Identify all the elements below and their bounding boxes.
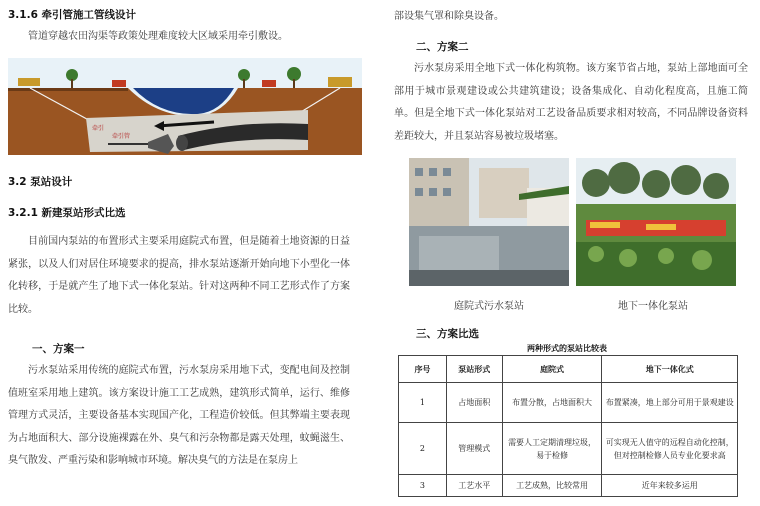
illustration-label-2: 牵引管 (112, 133, 131, 140)
table-cell: 占地面积 (446, 383, 502, 423)
paragraph-continued: 部设集气罩和除臭设备。 (394, 11, 504, 22)
table-row (399, 475, 738, 497)
underground-pump-station-photo (576, 158, 736, 286)
table-header-cell: 地下一体化式 (602, 356, 738, 383)
heading-plan-3: 三、方案比选 (416, 328, 479, 340)
table-row (399, 423, 738, 475)
paragraph-3-2-1: 目前国内泵站的布置形式主要采用庭院式布置，但是随着土地资源的日益紧张，以及人们对居住环境要求的提高，排水泵站逐渐开始向地下小型化一体化转移，于是就产生了地下式一体化泵站。针对这两种不同工艺形式作了方案比较。 (8, 236, 350, 315)
table-cell: 工艺水平 (446, 475, 502, 497)
pipe-jacking-illustration (8, 58, 362, 155)
caption-underground: 地下一体化泵站 (618, 301, 688, 312)
table-row (399, 383, 738, 423)
comparison-table (398, 355, 738, 497)
heading-plan-2: 二、方案二 (416, 41, 469, 53)
table-cell: 工艺成熟，比较常用 (502, 475, 602, 497)
heading-3-1-6: 3.1.6 牵引管施工管线设计 (8, 9, 137, 21)
table-header-cell: 泵站形式 (446, 356, 502, 383)
table-title: 两种形式的泵站比较表 (527, 344, 607, 353)
paragraph-plan-2: 污水泵房采用全地下式一体化构筑物。该方案节省占地，泵站上部地面可全部用于城市景观建设或公共建筑建设；设备集成化、自动化程度高，且施工简单。但是全地下式一体化泵站对工艺设备品质要求相对较高，不同品牌设备资料差距较大，并且泵站容易被垃圾堵塞。 (394, 63, 748, 142)
illustration-label-1: 牵引 (92, 125, 105, 132)
heading-3-2-1: 3.2.1 新建泵站形式比选 (8, 207, 126, 219)
table-cell: 布置紧凑，地上部分可用于景观建设 (602, 383, 738, 423)
paragraph-plan-1: 污水泵站采用传统的庭院式布置，污水泵房采用地下式，变配电间及控制值班室采用地上建筑。该方案设计施工工艺成熟，建筑形式简单，运行、维修管理方式灵活，主要设备基本实现国产化，工程造价较低。但其弊端主要表现为占地面积大、部分设施裸露在外、臭气和污杂物都是露天处理，蚊蝇滋生、臭气散发、严重污染和影响城市环境。解决臭气的方法是在泵房上 (8, 365, 350, 466)
table-cell: 2 (399, 423, 447, 475)
heading-plan-1: 一、方案一 (32, 343, 85, 355)
table-cell: 3 (399, 475, 447, 497)
courtyard-pump-station-photo (409, 158, 569, 286)
table-header-cell: 序号 (399, 356, 447, 383)
table-cell: 可实现无人值守的远程自动化控制，但对控制检修人员专业化要求高 (602, 423, 738, 475)
table-header-row (399, 356, 738, 383)
heading-3-2: 3.2 泵站设计 (8, 176, 73, 188)
table-cell: 布置分散，占地面积大 (502, 383, 602, 423)
table-cell: 管理模式 (446, 423, 502, 475)
paragraph-3-1-6: 管道穿越农田沟渠等政策处理难度较大区域采用牵引敷设。 (28, 31, 288, 42)
table-header-cell: 庭院式 (502, 356, 602, 383)
table-cell: 需要人工定期清理垃圾，易于检修 (502, 423, 602, 475)
caption-courtyard: 庭院式污水泵站 (454, 301, 524, 312)
table-cell: 近年来较多运用 (602, 475, 738, 497)
table-cell: 1 (399, 383, 447, 423)
